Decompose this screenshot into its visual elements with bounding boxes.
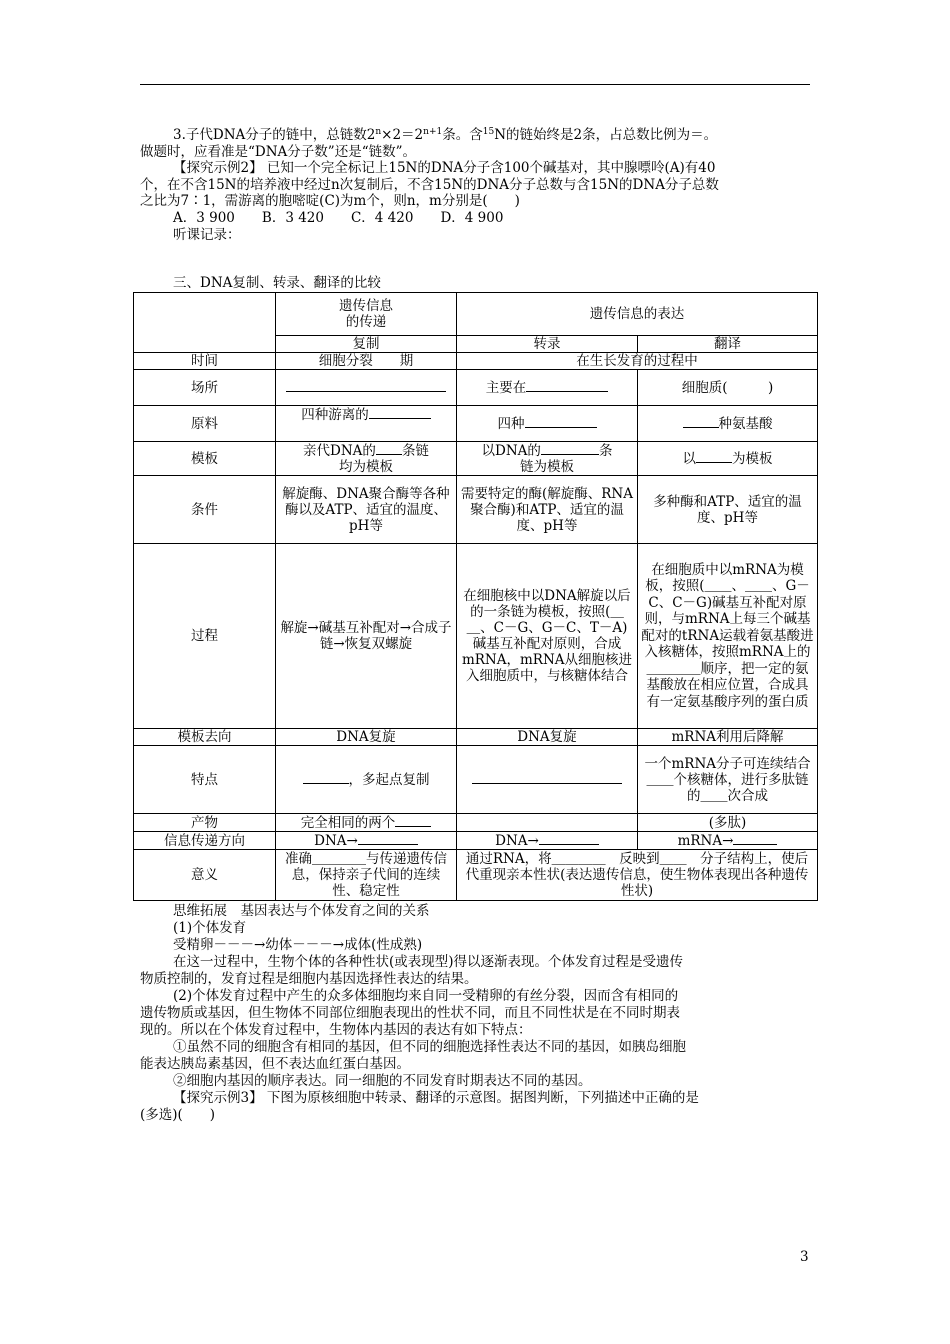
- row-label-meaning: 意义: [134, 850, 276, 901]
- process-translate: 在细胞质中以mRNA为模板，按照(＿＿、＿＿、G－C、C－G)碱基互补配对原则，与mRNA上每三个碱基配对的tRNA运载着氨基酸进入核糖体，按照mRNA上的＿＿＿＿顺序，把一定的氨基酸放在相应位置，合成具有一定氨基酸序列的蛋白质: [638, 544, 818, 729]
- listening-notes-label: 听课记录：: [173, 227, 241, 243]
- extend-p2-line-1: (2)个体发育过程中产生的众多体细胞均来自同一受精卵的有丝分裂，因而含有相同的: [173, 988, 679, 1004]
- extend-p3-line-1: ①虽然不同的细胞含有相同的基因，但不同的细胞选择性表达不同的基因，如胰岛细胞: [173, 1039, 686, 1055]
- extend-p4: ②细胞内基因的顺序表达。同一细胞的不同发育时期表达不同的基因。: [173, 1073, 592, 1089]
- row-label-process: 过程: [134, 544, 276, 729]
- header-rule: [140, 84, 810, 85]
- example-2-line-3: 之比为7∶1，需游离的胞嘧啶(C)为m个，则n，m分别是( ): [140, 193, 520, 209]
- extend-p2-line-3: 现的。所以在个体发育过程中，生物体内基因的表达有如下特点：: [140, 1022, 532, 1038]
- row-label-template: 模板: [134, 442, 276, 476]
- row-label-product: 产物: [134, 814, 276, 832]
- extend-p1-line-2: 物质控制的，发育过程是细胞内基因选择性表达的结果。: [140, 971, 478, 987]
- row-label-template-fate: 模板去向: [134, 729, 276, 746]
- extend-title: 思维拓展 基因表达与个体发育之间的关系: [173, 903, 430, 919]
- fate-transcribe: DNA复旋: [457, 729, 638, 746]
- header-translate: 翻译: [638, 336, 818, 353]
- fate-translate: mRNA利用后降解: [638, 729, 818, 746]
- material-transcribe: 四种: [457, 406, 638, 442]
- condition-copy: 解旋酶、DNA聚合酶等各种酶以及ATP、适宜的温度、pH等: [276, 476, 457, 544]
- meaning-expression: 通过RNA，将＿＿＿＿ 反映到＿＿ 分子结构上，使后代重现亲本性状(表达遗传信息，使生物体表现出各种遗传性状): [457, 850, 818, 901]
- product-copy: 完全相同的两个: [276, 814, 457, 832]
- time-copy: 细胞分裂 期: [276, 353, 457, 370]
- direction-transcribe: DNA→: [457, 832, 638, 850]
- condition-translate: 多种酶和ATP、适宜的温度、pH等: [638, 476, 818, 544]
- place-translate: 细胞质( ): [638, 370, 818, 406]
- condition-transcribe: 需要特定的酶(解旋酶、RNA聚合酶)和ATP、适宜的温度、pH等: [457, 476, 638, 544]
- fate-copy: DNA复旋: [276, 729, 457, 746]
- header-transcribe: 转录: [457, 336, 638, 353]
- feature-translate: 一个mRNA分子可连续结合＿＿个核糖体，进行多肽链的＿＿次合成: [638, 746, 818, 814]
- place-transcribe: 主要在: [457, 370, 638, 406]
- example-3-line-1: 【探究示例3】 下图为原核细胞中转录、翻译的示意图。据图判断，下列描述中正确的是: [173, 1090, 699, 1106]
- meaning-copy: 准确＿＿＿＿与传递遗传信息，保持亲子代间的连续性、稳定性: [276, 850, 457, 901]
- row-label-condition: 条件: [134, 476, 276, 544]
- para-1-line-1: 3.子代DNA分子的链中，总链数$2^n\times 2=2^{n+1}$条。含$^{15}$N的链始终是2条，占总数比例为＝。: [173, 127, 718, 143]
- header-copy: 复制: [276, 336, 457, 353]
- extend-p1-line-1: 在这一过程中，生物个体的各种性状(或表现型)得以逐渐表现。个体发育过程是受遗传: [173, 954, 684, 970]
- row-label-feature: 特点: [134, 746, 276, 814]
- direction-copy: DNA→: [276, 832, 457, 850]
- extend-s2: 受精卵－－－→幼体－－－→成体(性成熟): [173, 937, 423, 953]
- corner-cell: [134, 293, 276, 353]
- example-2-line-1: 【探究示例2】 已知一个完全标记上15N的DNA分子含100个碱基对，其中腺嘌呤(A)有40: [173, 160, 716, 176]
- time-expression: 在生长发育的过程中: [457, 353, 818, 370]
- row-label-material: 原料: [134, 406, 276, 442]
- material-copy: 四种游离的: [276, 406, 457, 442]
- example-3-line-2: (多选)( ): [140, 1107, 216, 1123]
- extend-s1: (1)个体发育: [173, 920, 247, 936]
- example-2-line-2: 个，在不含15N的培养液中经过n次复制后，不含15N的DNA分子总数与含15N的DNA分子总数: [140, 177, 719, 193]
- direction-translate: mRNA→: [638, 832, 818, 850]
- feature-copy: ，多起点复制: [276, 746, 457, 814]
- header-transmit: 遗传信息 的传递: [276, 293, 457, 336]
- extend-p3-line-2: 能表达胰岛素基因，但不表达血红蛋白基因。: [140, 1056, 410, 1072]
- example-2-options: A．3 900 B．3 420 C．4 420 D．4 900: [173, 210, 504, 226]
- extend-p2-line-2: 遗传物质或基因，但生物体不同部位细胞表现出的性状不同，而且不同性状是在不同时期表: [140, 1005, 680, 1021]
- row-label-direction: 信息传递方向: [134, 832, 276, 850]
- product-translate: (多肽): [638, 814, 818, 832]
- header-express: 遗传信息的表达: [457, 293, 818, 336]
- para-1-line-2: 做题时，应看准是“DNA分子数”还是“链数”。: [140, 144, 416, 160]
- page-number: 3: [800, 1249, 809, 1265]
- place-copy-blank: [276, 370, 457, 406]
- process-copy: 解旋→碱基互补配对→合成子链→恢复双螺旋: [276, 544, 457, 729]
- feature-transcribe-blank: [457, 746, 638, 814]
- table-title: 三、DNA复制、转录、翻译的比较: [173, 275, 381, 291]
- process-transcribe: 在细胞核中以DNA解旋以后的一条链为模板，按照(＿＿、C－G、G－C、T－A)碱基互补配对原则，合成mRNA，mRNA从细胞核进入细胞质中，与核糖体结合: [457, 544, 638, 729]
- row-label-place: 场所: [134, 370, 276, 406]
- template-translate: 以 为模板: [638, 442, 818, 476]
- comparison-table: [133, 292, 818, 901]
- material-translate: 种氨基酸: [638, 406, 818, 442]
- template-transcribe: 以DNA的 条 链为模板: [457, 442, 638, 476]
- template-copy: 亲代DNA的 条链 均为模板: [276, 442, 457, 476]
- row-label-time: 时间: [134, 353, 276, 370]
- product-transcribe: [457, 814, 638, 832]
